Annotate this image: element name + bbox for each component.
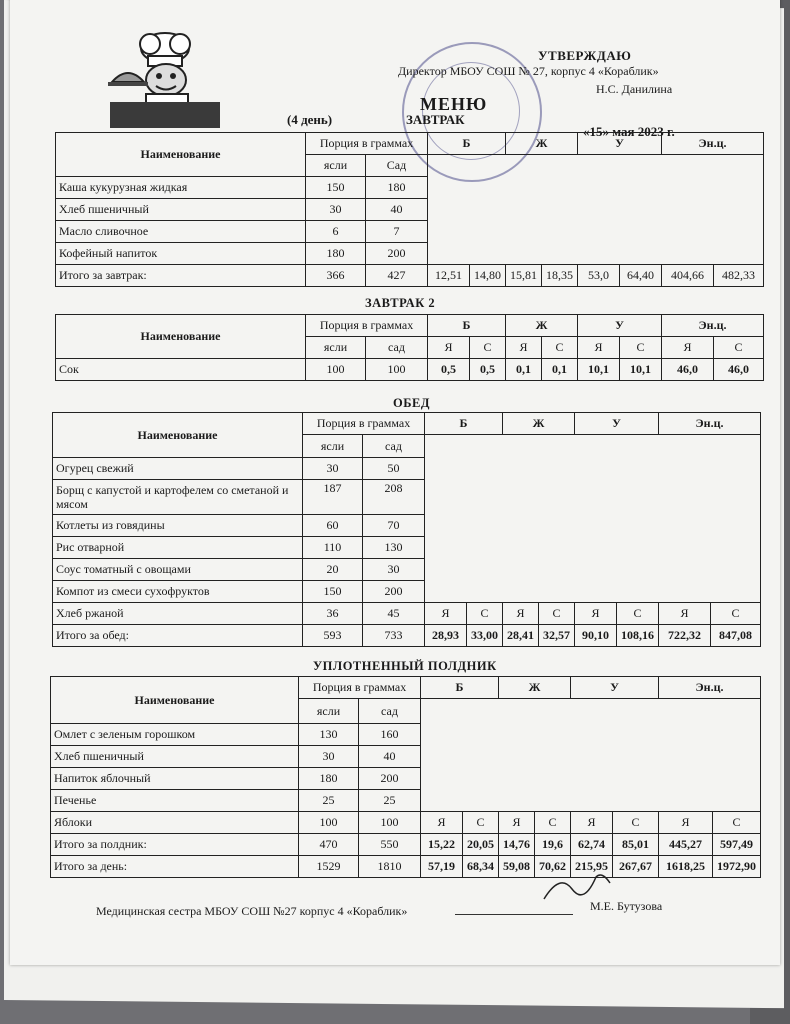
portion-nursery: 150 (306, 177, 366, 199)
portion-garden: 45 (363, 603, 425, 625)
day-total-garden: 1810 (359, 856, 421, 878)
nutrient-value: 0,5 (470, 359, 506, 381)
total-value: 108,16 (617, 625, 659, 647)
portion-nursery: 36 (303, 603, 363, 625)
sub-ya: Я (428, 337, 470, 359)
total-value: 32,57 (539, 625, 575, 647)
col-portion-header: Порция в граммах (306, 315, 428, 337)
col-en-header: Эн.ц. (659, 677, 761, 699)
portion-garden: 30 (363, 559, 425, 581)
dish-name: Кофейный напиток (56, 243, 306, 265)
nutrient-value: 10,1 (578, 359, 620, 381)
table-row (53, 603, 761, 625)
dish-name: Котлеты из говядины (53, 515, 303, 537)
snack-table (50, 676, 761, 878)
sub-s: С (467, 603, 503, 625)
portion-nursery: 130 (299, 724, 359, 746)
sub-s: С (711, 603, 761, 625)
sub-ya: Я (575, 603, 617, 625)
nutrient-value: 46,0 (714, 359, 764, 381)
portion-garden: 40 (359, 746, 421, 768)
total-value: 14,76 (499, 834, 535, 856)
day-total-value: 215,95 (571, 856, 613, 878)
dish-name: Соус томатный с овощами (53, 559, 303, 581)
col-zh-header: Ж (499, 677, 571, 699)
total-nursery: 366 (306, 265, 366, 287)
portion-garden: 208 (363, 480, 425, 515)
total-garden: 427 (366, 265, 428, 287)
portion-nursery: 25 (299, 790, 359, 812)
table-row (51, 812, 761, 834)
sub-ya: Я (503, 603, 539, 625)
sub-ya: Я (506, 337, 542, 359)
day-label: (4 день) (287, 112, 333, 127)
portion-garden: 200 (366, 243, 428, 265)
total-value: 90,10 (575, 625, 617, 647)
col-nursery-header: ясли (299, 699, 359, 724)
total-value: 85,01 (613, 834, 659, 856)
portion-nursery: 100 (306, 359, 366, 381)
director-name: Н.С. Данилина (596, 82, 673, 96)
sub-s: С (470, 337, 506, 359)
sub-ya: Я (425, 603, 467, 625)
col-garden-header: сад (366, 337, 428, 359)
dish-name: Сок (56, 359, 306, 381)
portion-garden: 70 (363, 515, 425, 537)
portion-nursery: 6 (306, 221, 366, 243)
footer-nurse-name: М.Е. Бутузова (590, 899, 663, 913)
day-total-nursery: 1529 (299, 856, 359, 878)
sub-s: С (714, 337, 764, 359)
col-en-header: Эн.ц. (662, 133, 764, 155)
dish-name: Яблоки (51, 812, 299, 834)
day-total-label: Итого за день: (51, 856, 299, 878)
portion-nursery: 110 (303, 537, 363, 559)
col-portion-header: Порция в граммах (299, 677, 421, 699)
col-nursery-header: ясли (306, 337, 366, 359)
total-value: 722,32 (659, 625, 711, 647)
nutrient-value: 10,1 (620, 359, 662, 381)
portion-nursery: 30 (303, 458, 363, 480)
breakfast2-table (55, 314, 764, 381)
sub-s: С (713, 812, 761, 834)
col-zh-header: Ж (506, 133, 578, 155)
col-name-header: Наименование (56, 133, 306, 177)
dish-name: Компот из смеси сухофруктов (53, 581, 303, 603)
sub-s: С (542, 337, 578, 359)
total-value: 18,35 (542, 265, 578, 287)
portion-garden: 40 (366, 199, 428, 221)
nutrient-value: 46,0 (662, 359, 714, 381)
nutrient-value: 0,1 (506, 359, 542, 381)
portion-garden: 100 (359, 812, 421, 834)
section-title-breakfast2: ЗАВТРАК 2 (365, 296, 436, 310)
empty-nutrition-area (428, 155, 764, 265)
table-row (56, 265, 764, 287)
sub-s: С (617, 603, 659, 625)
chef-logo-icon (100, 30, 230, 130)
total-value: 28,93 (425, 625, 467, 647)
dish-name: Огурец свежий (53, 458, 303, 480)
dish-name: Рис отварной (53, 537, 303, 559)
meal-title-breakfast: ЗАВТРАК (406, 112, 465, 127)
portion-garden: 200 (359, 768, 421, 790)
portion-nursery: 60 (303, 515, 363, 537)
col-b-header: Б (425, 413, 503, 435)
col-name-header: Наименование (56, 315, 306, 359)
dish-name: Масло сливочное (56, 221, 306, 243)
menu-date: «15» мая 2023 г. (583, 124, 675, 139)
dish-name: Омлет с зеленым горошком (51, 724, 299, 746)
col-u-header: У (575, 413, 659, 435)
lunch-table (52, 412, 761, 647)
total-value: 28,41 (503, 625, 539, 647)
portion-garden: 7 (366, 221, 428, 243)
day-total-value: 59,08 (499, 856, 535, 878)
sub-s: С (613, 812, 659, 834)
dish-name: Напиток яблочный (51, 768, 299, 790)
portion-nursery: 180 (299, 768, 359, 790)
portion-garden: 50 (363, 458, 425, 480)
portion-garden: 130 (363, 537, 425, 559)
sub-s: С (620, 337, 662, 359)
col-name-header: Наименование (53, 413, 303, 458)
total-garden: 550 (359, 834, 421, 856)
day-total-value: 267,67 (613, 856, 659, 878)
portion-nursery: 30 (299, 746, 359, 768)
sub-ya: Я (421, 812, 463, 834)
dish-name: Хлеб пшеничный (56, 199, 306, 221)
portion-nursery: 100 (299, 812, 359, 834)
total-value: 847,08 (711, 625, 761, 647)
total-label: Итого за завтрак: (56, 265, 306, 287)
day-total-value: 1618,25 (659, 856, 713, 878)
total-nursery: 593 (303, 625, 363, 647)
col-portion-header: Порция в граммах (306, 133, 428, 155)
table-row (56, 359, 764, 381)
col-garden-header: сад (363, 435, 425, 458)
total-value: 64,40 (620, 265, 662, 287)
empty-nutrition-area (425, 435, 761, 603)
col-garden-header: сад (359, 699, 421, 724)
section-title-lunch: ОБЕД (393, 396, 430, 410)
col-b-header: Б (421, 677, 499, 699)
col-b-header: Б (428, 133, 506, 155)
total-value: 445,27 (659, 834, 713, 856)
table-row (51, 834, 761, 856)
col-portion-header: Порция в граммах (303, 413, 425, 435)
dish-name: Хлеб ржаной (53, 603, 303, 625)
col-zh-header: Ж (506, 315, 578, 337)
total-value: 597,49 (713, 834, 761, 856)
total-label: Итого за обед: (53, 625, 303, 647)
total-value: 33,00 (467, 625, 503, 647)
day-total-value: 68,34 (463, 856, 499, 878)
portion-nursery: 150 (303, 581, 363, 603)
approve-label: УТВЕРЖДАЮ (538, 48, 632, 63)
col-nursery-header: ясли (306, 155, 366, 177)
col-b-header: Б (428, 315, 506, 337)
portion-garden: 200 (363, 581, 425, 603)
total-value: 53,0 (578, 265, 620, 287)
sub-s: С (463, 812, 499, 834)
day-total-value: 1972,90 (713, 856, 761, 878)
dish-name: Борщ с капустой и картофелем со сметаной и мясом (53, 480, 303, 515)
total-garden: 733 (363, 625, 425, 647)
portion-nursery: 20 (303, 559, 363, 581)
total-value: 62,74 (571, 834, 613, 856)
dish-name: Каша кукурузная жидкая (56, 177, 306, 199)
sub-ya: Я (659, 812, 713, 834)
col-en-header: Эн.ц. (662, 315, 764, 337)
dish-name: Хлеб пшеничный (51, 746, 299, 768)
col-garden-header: Сад (366, 155, 428, 177)
col-u-header: У (578, 315, 662, 337)
total-value: 15,81 (506, 265, 542, 287)
nutrient-value: 0,5 (428, 359, 470, 381)
day-total-value: 57,19 (421, 856, 463, 878)
day-total-value: 70,62 (535, 856, 571, 878)
sub-ya: Я (662, 337, 714, 359)
table-row (51, 856, 761, 878)
sub-s: С (535, 812, 571, 834)
empty-nutrition-area (421, 699, 761, 812)
sub-s: С (539, 603, 575, 625)
sub-ya: Я (499, 812, 535, 834)
portion-nursery: 180 (306, 243, 366, 265)
portion-garden: 160 (359, 724, 421, 746)
portion-garden: 180 (366, 177, 428, 199)
col-nursery-header: ясли (303, 435, 363, 458)
col-u-header: У (578, 133, 662, 155)
total-label: Итого за полдник: (51, 834, 299, 856)
portion-nursery: 30 (306, 199, 366, 221)
signature-line (455, 914, 573, 915)
total-value: 482,33 (714, 265, 764, 287)
total-value: 404,66 (662, 265, 714, 287)
footer-nurse: Медицинская сестра МБОУ СОШ №27 корпус 4 «Кораблик» (96, 904, 408, 918)
sub-ya: Я (578, 337, 620, 359)
sub-ya: Я (659, 603, 711, 625)
col-zh-header: Ж (503, 413, 575, 435)
total-value: 12,51 (428, 265, 470, 287)
portion-nursery: 187 (303, 480, 363, 515)
nutrient-value: 0,1 (542, 359, 578, 381)
director-line: Директор МБОУ СОШ № 27, корпус 4 «Кораблик» (398, 64, 659, 78)
total-value: 20,05 (463, 834, 499, 856)
total-value: 19,6 (535, 834, 571, 856)
menu-title: МЕНЮ (420, 94, 488, 114)
col-name-header: Наименование (51, 677, 299, 724)
total-value: 15,22 (421, 834, 463, 856)
total-nursery: 470 (299, 834, 359, 856)
dish-name: Печенье (51, 790, 299, 812)
breakfast-table (55, 132, 764, 287)
portion-garden: 100 (366, 359, 428, 381)
col-u-header: У (571, 677, 659, 699)
section-title-snack: УПЛОТНЕННЫЙ ПОЛДНИК (313, 659, 497, 673)
table-row (53, 625, 761, 647)
col-en-header: Эн.ц. (659, 413, 761, 435)
portion-garden: 25 (359, 790, 421, 812)
sub-ya: Я (571, 812, 613, 834)
total-value: 14,80 (470, 265, 506, 287)
